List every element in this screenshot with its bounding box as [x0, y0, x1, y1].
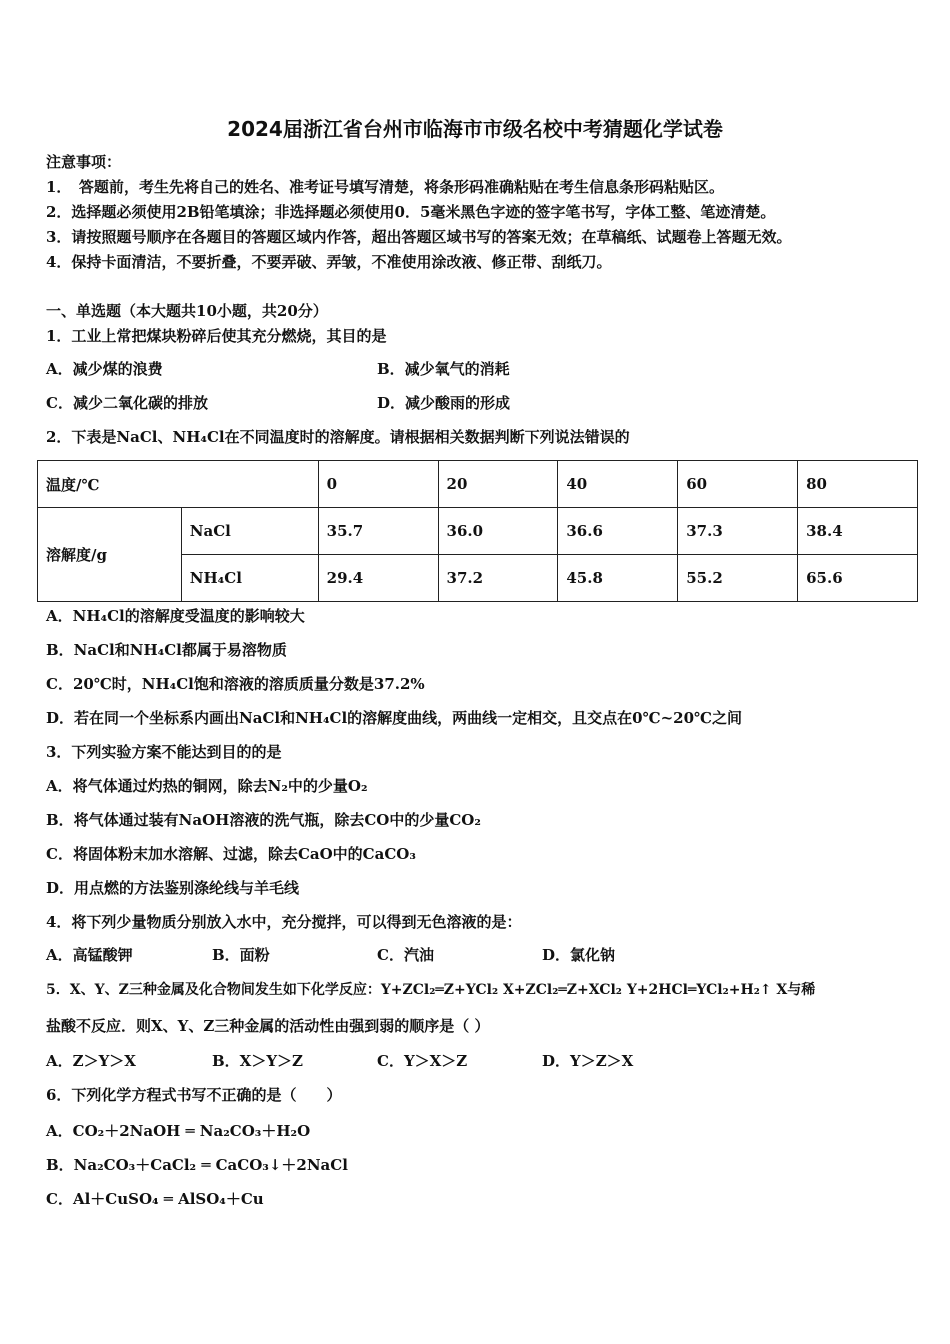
section-heading: 一、单选题（本大题共10小题，共20分） [46, 302, 328, 320]
q6-option-b: B．Na₂CO₃＋CaCl₂ ═ CaCO₃↓＋2NaCl [46, 1156, 348, 1174]
q1-option-b: B．减少氧气的消耗 [377, 360, 510, 378]
q3-option-c: C．将固体粉末加水溶解、过滤，除去CaO中的CaCO₃ [46, 845, 416, 863]
notice-item: 1． 答题前，考生先将自己的姓名、准考证号填写清楚，将条形码准确粘贴在考生信息条形码粘贴区。 [46, 178, 724, 196]
notice-item: 3．请按照题号顺序在各题目的答题区域内作答，超出答题区域书写的答案无效；在草稿纸、试题卷上答题无效。 [46, 228, 792, 246]
q6-option-a: A．CO₂＋2NaOH ═ Na₂CO₃＋H₂O [46, 1122, 311, 1140]
q5-stem: 5．X、Y、Z三种金属及化合物间发生如下化学反应：Y+ZCl₂═Z+YCl₂ X+ZCl₂═Z+XCl₂ Y+2HCl═YCl₂+H₂↑ X与稀 [46, 982, 816, 998]
table-cell: 20 [438, 461, 558, 508]
table-header-solubility: 溶解度/g [38, 508, 182, 602]
q3-stem: 3．下列实验方案不能达到目的的是 [46, 743, 282, 761]
q3-option-a: A．将气体通过灼热的铜网，除去N₂中的少量O₂ [46, 777, 368, 795]
solubility-table [37, 460, 918, 602]
q5-option-a: A．Z＞Y＞X [46, 1052, 136, 1070]
q2-option-c: C．20℃时，NH₄Cl饱和溶液的溶质质量分数是37.2% [46, 675, 425, 693]
table-cell: 80 [798, 461, 918, 508]
q4-stem: 4．将下列少量物质分别放入水中，充分搅拌，可以得到无色溶液的是： [46, 913, 522, 931]
table-cell: 38.4 [798, 508, 918, 555]
q3-option-d: D．用点燃的方法鉴别涤纶线与羊毛线 [46, 879, 300, 897]
page-title: 2024届浙江省台州市临海市市级名校中考猜题化学试卷 [227, 117, 723, 141]
q2-option-d: D．若在同一个坐标系内画出NaCl和NH₄Cl的溶解度曲线，两曲线一定相交，且交点在0℃~20℃之间 [46, 709, 742, 727]
table-row [38, 508, 918, 555]
table-row [38, 461, 918, 508]
q1-stem: 1．工业上常把煤块粉碎后使其充分燃烧，其目的是 [46, 327, 387, 345]
table-cell: 36.0 [438, 508, 558, 555]
table-cell: 45.8 [558, 555, 678, 602]
table-cell: 37.2 [438, 555, 558, 602]
table-row-label: NaCl [181, 508, 318, 555]
q1-option-d: D．减少酸雨的形成 [377, 394, 511, 412]
q6-option-c: C．Al＋CuSO₄ ═ AlSO₄＋Cu [46, 1190, 264, 1208]
table-cell: 36.6 [558, 508, 678, 555]
notice-heading: 注意事项： [46, 153, 122, 171]
q5-option-b: B．X＞Y＞Z [212, 1052, 303, 1070]
q5-option-d: D．Y＞Z＞X [542, 1052, 634, 1070]
table-cell: 60 [678, 461, 798, 508]
q4-option-c: C．汽油 [377, 946, 434, 964]
q2-stem: 2．下表是NaCl、NH₄Cl在不同温度时的溶解度。请根据相关数据判断下列说法错误的 [46, 428, 630, 446]
q2-option-b: B．NaCl和NH₄Cl都属于易溶物质 [46, 641, 287, 659]
table-cell: 37.3 [678, 508, 798, 555]
notice-item: 2．选择题必须使用2B铅笔填涂；非选择题必须使用0．5毫米黑色字迹的签字笔书写，字体工整、笔迹清楚。 [46, 203, 776, 221]
table-cell: 0 [318, 461, 438, 508]
table-cell: 40 [558, 461, 678, 508]
q5-option-c: C．Y＞X＞Z [377, 1052, 468, 1070]
q4-option-a: A．高锰酸钾 [46, 946, 133, 964]
notice-item: 4．保持卡面清洁，不要折叠，不要弄破、弄皱，不准使用涂改液、修正带、刮纸刀。 [46, 253, 612, 271]
table-row-label: NH₄Cl [181, 555, 318, 602]
table-cell: 35.7 [318, 508, 438, 555]
q3-option-b: B．将气体通过装有NaOH溶液的洗气瓶，除去CO中的少量CO₂ [46, 811, 481, 829]
q1-option-a: A．减少煤的浪费 [46, 360, 163, 378]
table-cell: 55.2 [678, 555, 798, 602]
q4-option-d: D．氯化钠 [542, 946, 616, 964]
table-cell: 65.6 [798, 555, 918, 602]
q5-stem-continued: 盐酸不反应．则X、Y、Z三种金属的活动性由强到弱的顺序是（ ） [46, 1017, 490, 1035]
table-header-temp: 温度/℃ [38, 461, 319, 508]
q2-option-a: A．NH₄Cl的溶解度受温度的影响较大 [46, 607, 305, 625]
q4-option-b: B．面粉 [212, 946, 270, 964]
q1-option-c: C．减少二氧化碳的排放 [46, 394, 208, 412]
q6-stem: 6．下列化学方程式书写不正确的是（ ） [46, 1086, 342, 1104]
table-cell: 29.4 [318, 555, 438, 602]
